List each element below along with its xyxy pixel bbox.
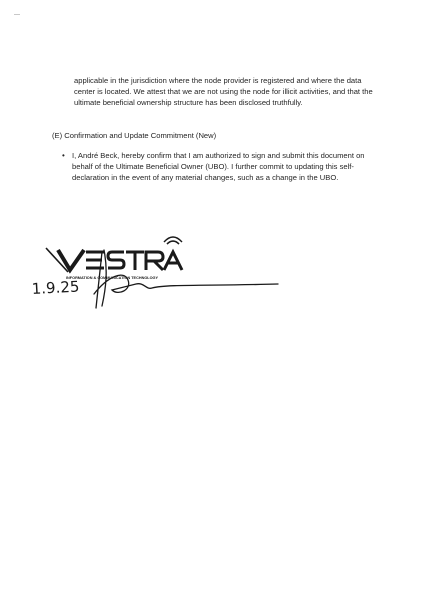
confirmation-text: I, André Beck, hereby confirm that I am authorized to sign and submit this document on behalf of the Ultimate Beneficial Owner (UBO). I further commit to updating this self-declaration in the event of any material changes, such as a change in the UBO. xyxy=(72,151,365,183)
company-stamp-with-signature xyxy=(28,230,288,315)
vestra-logo xyxy=(46,237,182,280)
handwritten-date: 1.9.25 xyxy=(31,277,80,298)
attestation-paragraph: applicable in the jurisdiction where the node provider is registered and where the data center is located. We attest that we are not using the node for illicit activities, and that the ultimate beneficial ownership structure has been disclosed truthfully. xyxy=(74,76,373,108)
section-heading: (E) Confirmation and Update Commitment (New) xyxy=(52,131,217,140)
confirmation-list-item xyxy=(62,150,374,184)
logo-subtitle: INFORMATION & COMMUNICATION TECHNOLOGY xyxy=(66,276,159,280)
bullet-marker: • xyxy=(62,151,65,160)
scan-corner-mark xyxy=(14,14,20,15)
